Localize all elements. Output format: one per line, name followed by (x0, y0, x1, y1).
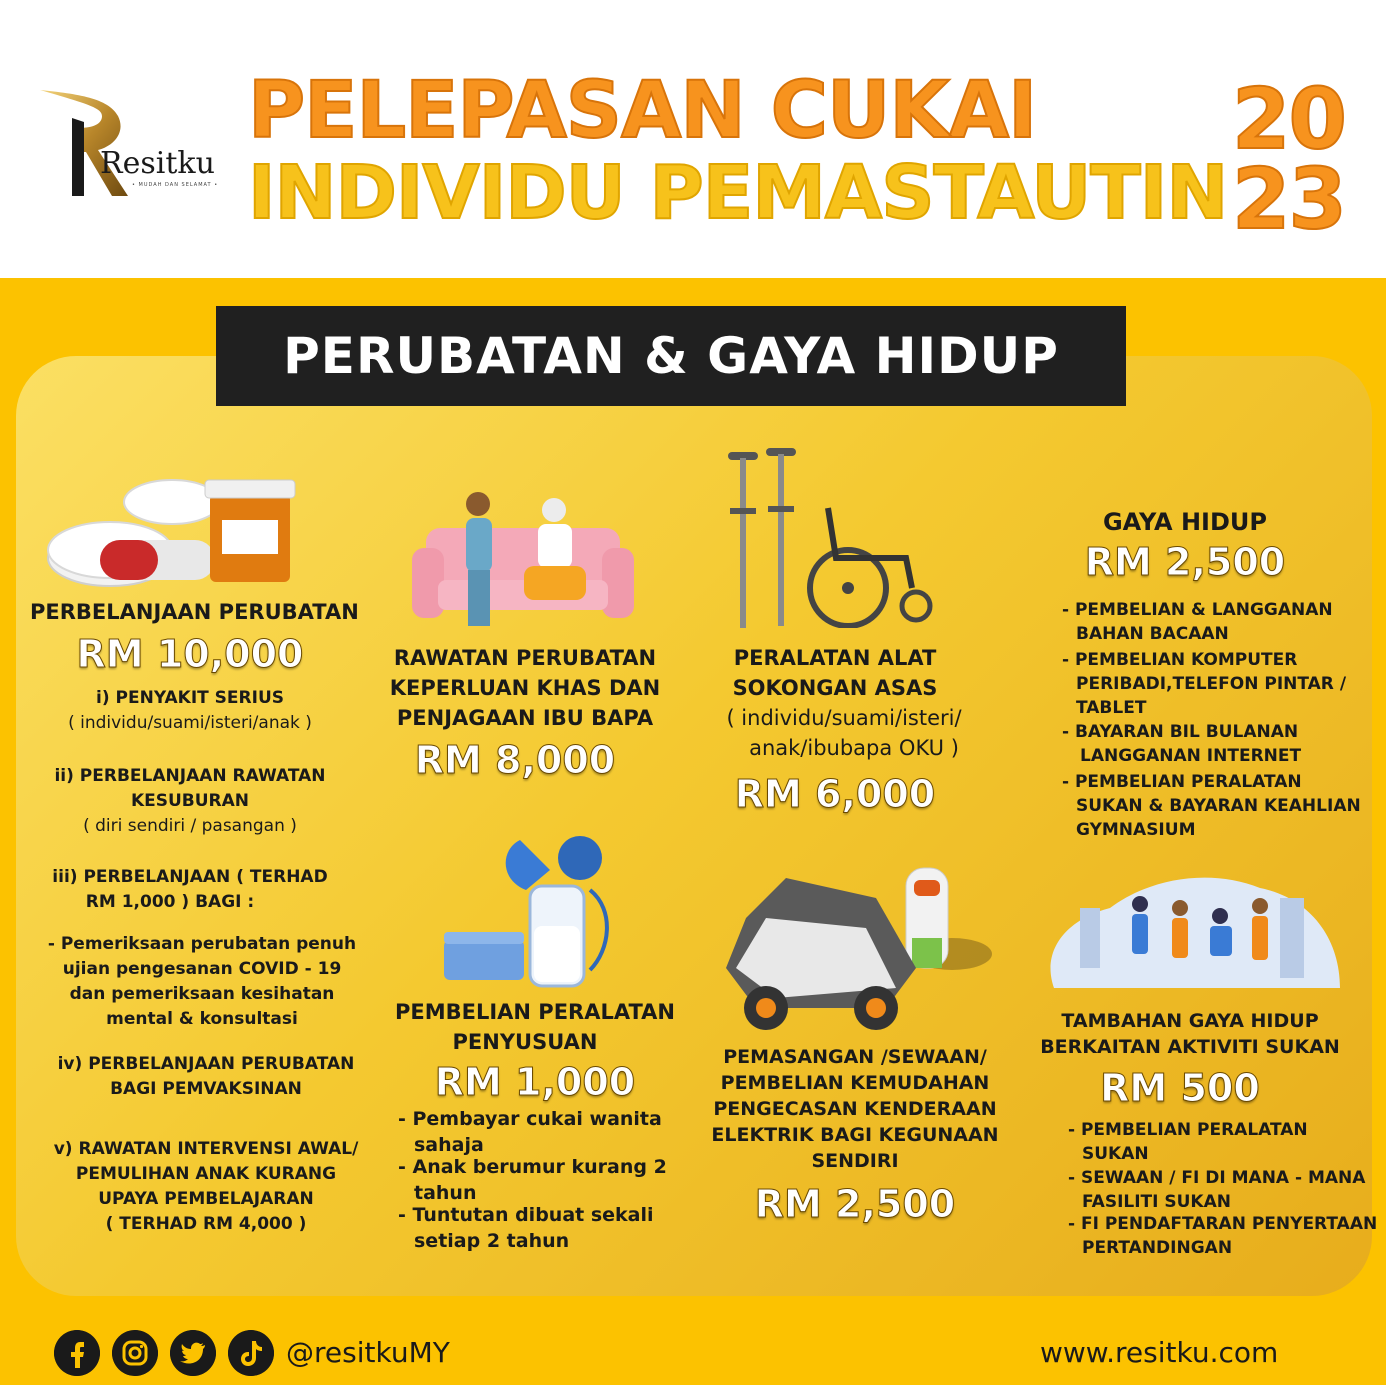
medical-line: UPAYA PEMBELAJARAN (98, 1189, 314, 1209)
social-handle[interactable]: @resitkuMY (286, 1336, 450, 1369)
lifestyle-line: LANGGANAN INTERNET (1080, 746, 1302, 766)
lifestyle-line: BAHAN BACAAN (1076, 624, 1229, 644)
tiktok-icon[interactable] (228, 1330, 274, 1376)
parents-amount: RM 8,000 (414, 738, 616, 782)
medical-line: iv) PERBELANJAAN PERUBATAN (57, 1054, 355, 1074)
ev-title: PENGECASAN KENDERAAN (713, 1098, 997, 1120)
ev-charging-icon (716, 858, 996, 1038)
lifestyle-line: - PEMBELIAN KOMPUTER (1062, 650, 1298, 670)
medical-line: - Pemeriksaan perubatan penuh (47, 934, 357, 954)
medical-amount: RM 10,000 (76, 632, 304, 676)
medical-line: i) PENYAKIT SERIUS (96, 688, 284, 708)
medical-line: ( individu/suami/isteri/anak ) (68, 713, 312, 733)
medical-line: ii) PERBELANJAAN RAWATAN (54, 766, 326, 786)
breastfeeding-line: - Tuntutan dibuat sekali (398, 1204, 654, 1226)
medical-line: dan pemeriksaan kesihatan (69, 984, 335, 1004)
lifestyle-line: - PEMBELIAN & LANGGANAN (1062, 600, 1333, 620)
ev-title: SENDIRI (811, 1150, 899, 1172)
equipment-title: anak/ibubapa OKU ) (749, 736, 959, 760)
medical-line: BAGI PEMVAKSINAN (110, 1079, 302, 1099)
title-line-2: INDIVIDU PEMASTAUTIN (248, 150, 1228, 236)
lifestyle-line: GYMNASIUM (1076, 820, 1196, 840)
equipment-title: PERALATAN ALAT (733, 646, 937, 670)
lifestyle-amount: RM 2,500 (1084, 540, 1286, 584)
breastfeeding-amount: RM 1,000 (434, 1060, 636, 1104)
ev-title: ELEKTRIK BAGI KEGUNAAN (711, 1124, 999, 1146)
sports-amount: RM 500 (1100, 1066, 1260, 1110)
twitter-icon[interactable] (170, 1330, 216, 1376)
sports-title: BERKAITAN AKTIVITI SUKAN (1040, 1036, 1340, 1058)
sports-line: FASILITI SUKAN (1082, 1192, 1231, 1212)
medical-line: ujian pengesanan COVID - 19 (62, 959, 342, 979)
breastfeeding-line: sahaja (414, 1134, 484, 1156)
sports-title: TAMBAHAN GAYA HIDUP (1061, 1010, 1319, 1032)
header (0, 0, 1386, 278)
caregiver-sofa-icon (408, 488, 638, 628)
equipment-title: ( individu/suami/isteri/ (726, 706, 962, 730)
facebook-icon[interactable] (54, 1330, 100, 1376)
breastfeeding-title: PENYUSUAN (452, 1030, 598, 1054)
breastfeeding-line: - Pembayar cukai wanita (398, 1108, 662, 1130)
gym-people-icon (1040, 868, 1346, 988)
website-link[interactable]: www.resitku.com (1040, 1336, 1279, 1369)
sports-line: - FI PENDAFTARAN PENYERTAAN (1068, 1214, 1378, 1234)
medical-line: v) RAWATAN INTERVENSI AWAL/ (53, 1139, 359, 1159)
medical-line: mental & konsultasi (106, 1009, 298, 1029)
medical-line: KESUBURAN (130, 791, 250, 811)
medical-title: PERBELANJAAN PERUBATAN (30, 600, 359, 624)
breastfeeding-line: setiap 2 tahun (414, 1230, 570, 1252)
ev-title: PEMASANGAN /SEWAAN/ (723, 1046, 987, 1068)
pills-icon (40, 470, 300, 590)
equipment-title: SOKONGAN ASAS (732, 676, 938, 700)
medical-line: ( diri sendiri / pasangan ) (83, 816, 297, 836)
lifestyle-line: PERIBADI,TELEFON PINTAR / (1076, 674, 1347, 694)
year-line-1: 20 (1232, 70, 1345, 168)
sports-line: - PEMBELIAN PERALATAN (1068, 1120, 1308, 1140)
sports-line: - SEWAAN / FI DI MANA - MANA (1068, 1168, 1366, 1188)
lifestyle-title: GAYA HIDUP (1102, 508, 1267, 536)
breast-pump-icon (440, 830, 620, 990)
lifestyle-line: - BAYARAN BIL BULANAN (1062, 722, 1299, 742)
medical-line: RM 1,000 ) BAGI : (85, 892, 255, 912)
lifestyle-line: TABLET (1076, 698, 1147, 718)
equipment-amount: RM 6,000 (734, 772, 936, 816)
lifestyle-line: SUKAN & BAYARAN KEAHLIAN (1076, 796, 1361, 816)
instagram-icon[interactable] (112, 1330, 158, 1376)
section-title: PERUBATAN & GAYA HIDUP (216, 306, 1126, 406)
crutches-wheelchair-icon (716, 448, 956, 628)
ev-title: PEMBELIAN KEMUDAHAN (720, 1072, 990, 1094)
medical-line: iii) PERBELANJAAN ( TERHAD (52, 867, 328, 887)
parents-title: PENJAGAAN IBU BAPA (396, 706, 654, 730)
sports-line: PERTANDINGAN (1082, 1238, 1233, 1258)
year-line-2: 23 (1232, 150, 1345, 248)
medical-line: ( TERHAD RM 4,000 ) (105, 1214, 307, 1234)
parents-title: RAWATAN PERUBATAN (393, 646, 657, 670)
breastfeeding-line: tahun (414, 1182, 477, 1204)
logo-tagline: • MUDAH DAN SELAMAT • (132, 182, 219, 188)
title-line-1: PELEPASAN CUKAI (248, 66, 1037, 156)
parents-title: KEPERLUAN KHAS DAN (389, 676, 661, 700)
medical-line: PEMULIHAN ANAK KURANG (75, 1164, 337, 1184)
breastfeeding-line: - Anak berumur kurang 2 (398, 1156, 667, 1178)
ev-amount: RM 2,500 (754, 1182, 956, 1226)
sports-line: SUKAN (1082, 1144, 1149, 1164)
logo-text: Resitku (100, 146, 215, 181)
lifestyle-line: - PEMBELIAN PERALATAN (1062, 772, 1302, 792)
breastfeeding-title: PEMBELIAN PERALATAN (394, 1000, 675, 1024)
